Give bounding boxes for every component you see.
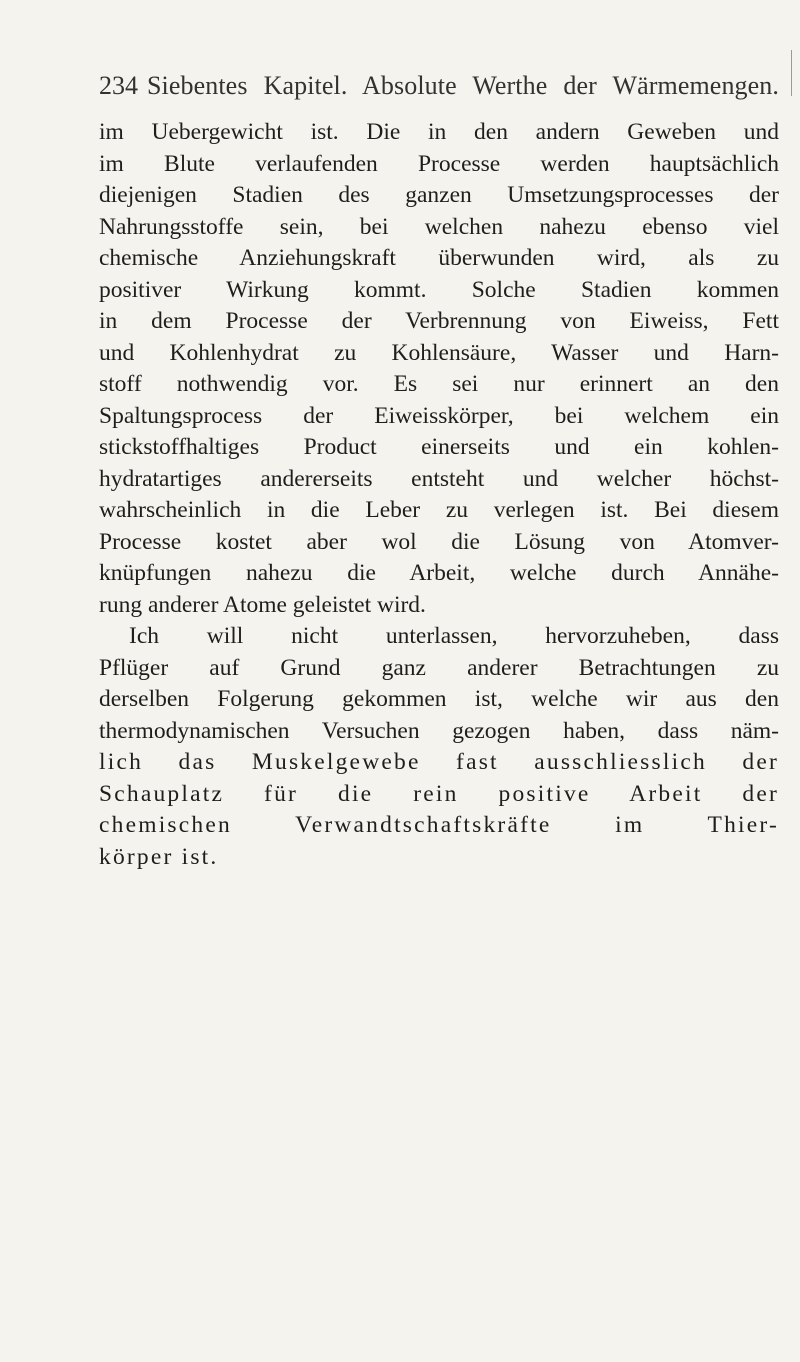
text-line: stoff nothwendig vor. Es sei nur erinnert an den [99,371,779,397]
text-line: im Blute verlaufenden Processe werden hauptsächlich [99,150,779,177]
text-line: rung anderer Atome geleistet wird. [99,591,426,618]
text-line: Processe kostet aber wol die Lösung von Atomver- [99,528,779,555]
text-line: Pflüger auf Grund ganz anderer Betrachtungen zu [99,654,779,681]
text-line: chemische Anziehungskraft überwunden wird, als zu [99,245,779,271]
text-line: diejenigen Stadien des ganzen Umsetzungsprocesses der [99,182,779,208]
text-line: derselben Folgerung gekommen ist, welche wir aus den [99,686,779,712]
text-line: Nahrungsstoffe sein, bei welchen nahezu ebenso viel [99,213,779,240]
text-line: und Kohlenhydrat zu Kohlensäure, Wasser und Harn- [99,339,779,366]
text-line: im Uebergewicht ist. Die in den andern Geweben und [99,119,779,145]
text-line: Spaltungsprocess der Eiweisskörper, bei welchem ein [99,402,779,429]
text-line: körper ist. [99,843,219,870]
page-header [99,68,779,104]
running-title: Siebentes Kapitel. Absolute Werthe der Wärmemengen. [147,71,779,100]
text-line: Schauplatz für die rein positive Arbeit der [99,780,779,807]
page-edge-mark [791,50,792,96]
text-line: knüpfungen nahezu die Arbeit, welche durch Annähe- [99,560,779,586]
text-line: Ich will nicht unterlassen, hervorzuheben, dass [129,623,779,649]
text-line: stickstoffhaltiges Product einerseits und ein kohlen- [99,434,779,460]
text-line: chemischen Verwandtschaftskräfte im Thier- [99,812,779,838]
text-line: lich das Muskelgewebe fast ausschliesslich der [99,749,779,775]
text-line: positiver Wirkung kommt. Solche Stadien kommen [99,276,779,303]
body-text [99,117,779,873]
text-line: thermodynamischen Versuchen gezogen haben, dass näm- [99,717,779,744]
text-line: wahrscheinlich in die Leber zu verlegen ist. Bei diesem [99,497,779,523]
text-line: in dem Processe der Verbrennung von Eiweiss, Fett [99,308,779,334]
page-number: 234 [99,71,138,100]
text-line: hydratartiges andererseits entsteht und welcher höchst- [99,465,779,492]
